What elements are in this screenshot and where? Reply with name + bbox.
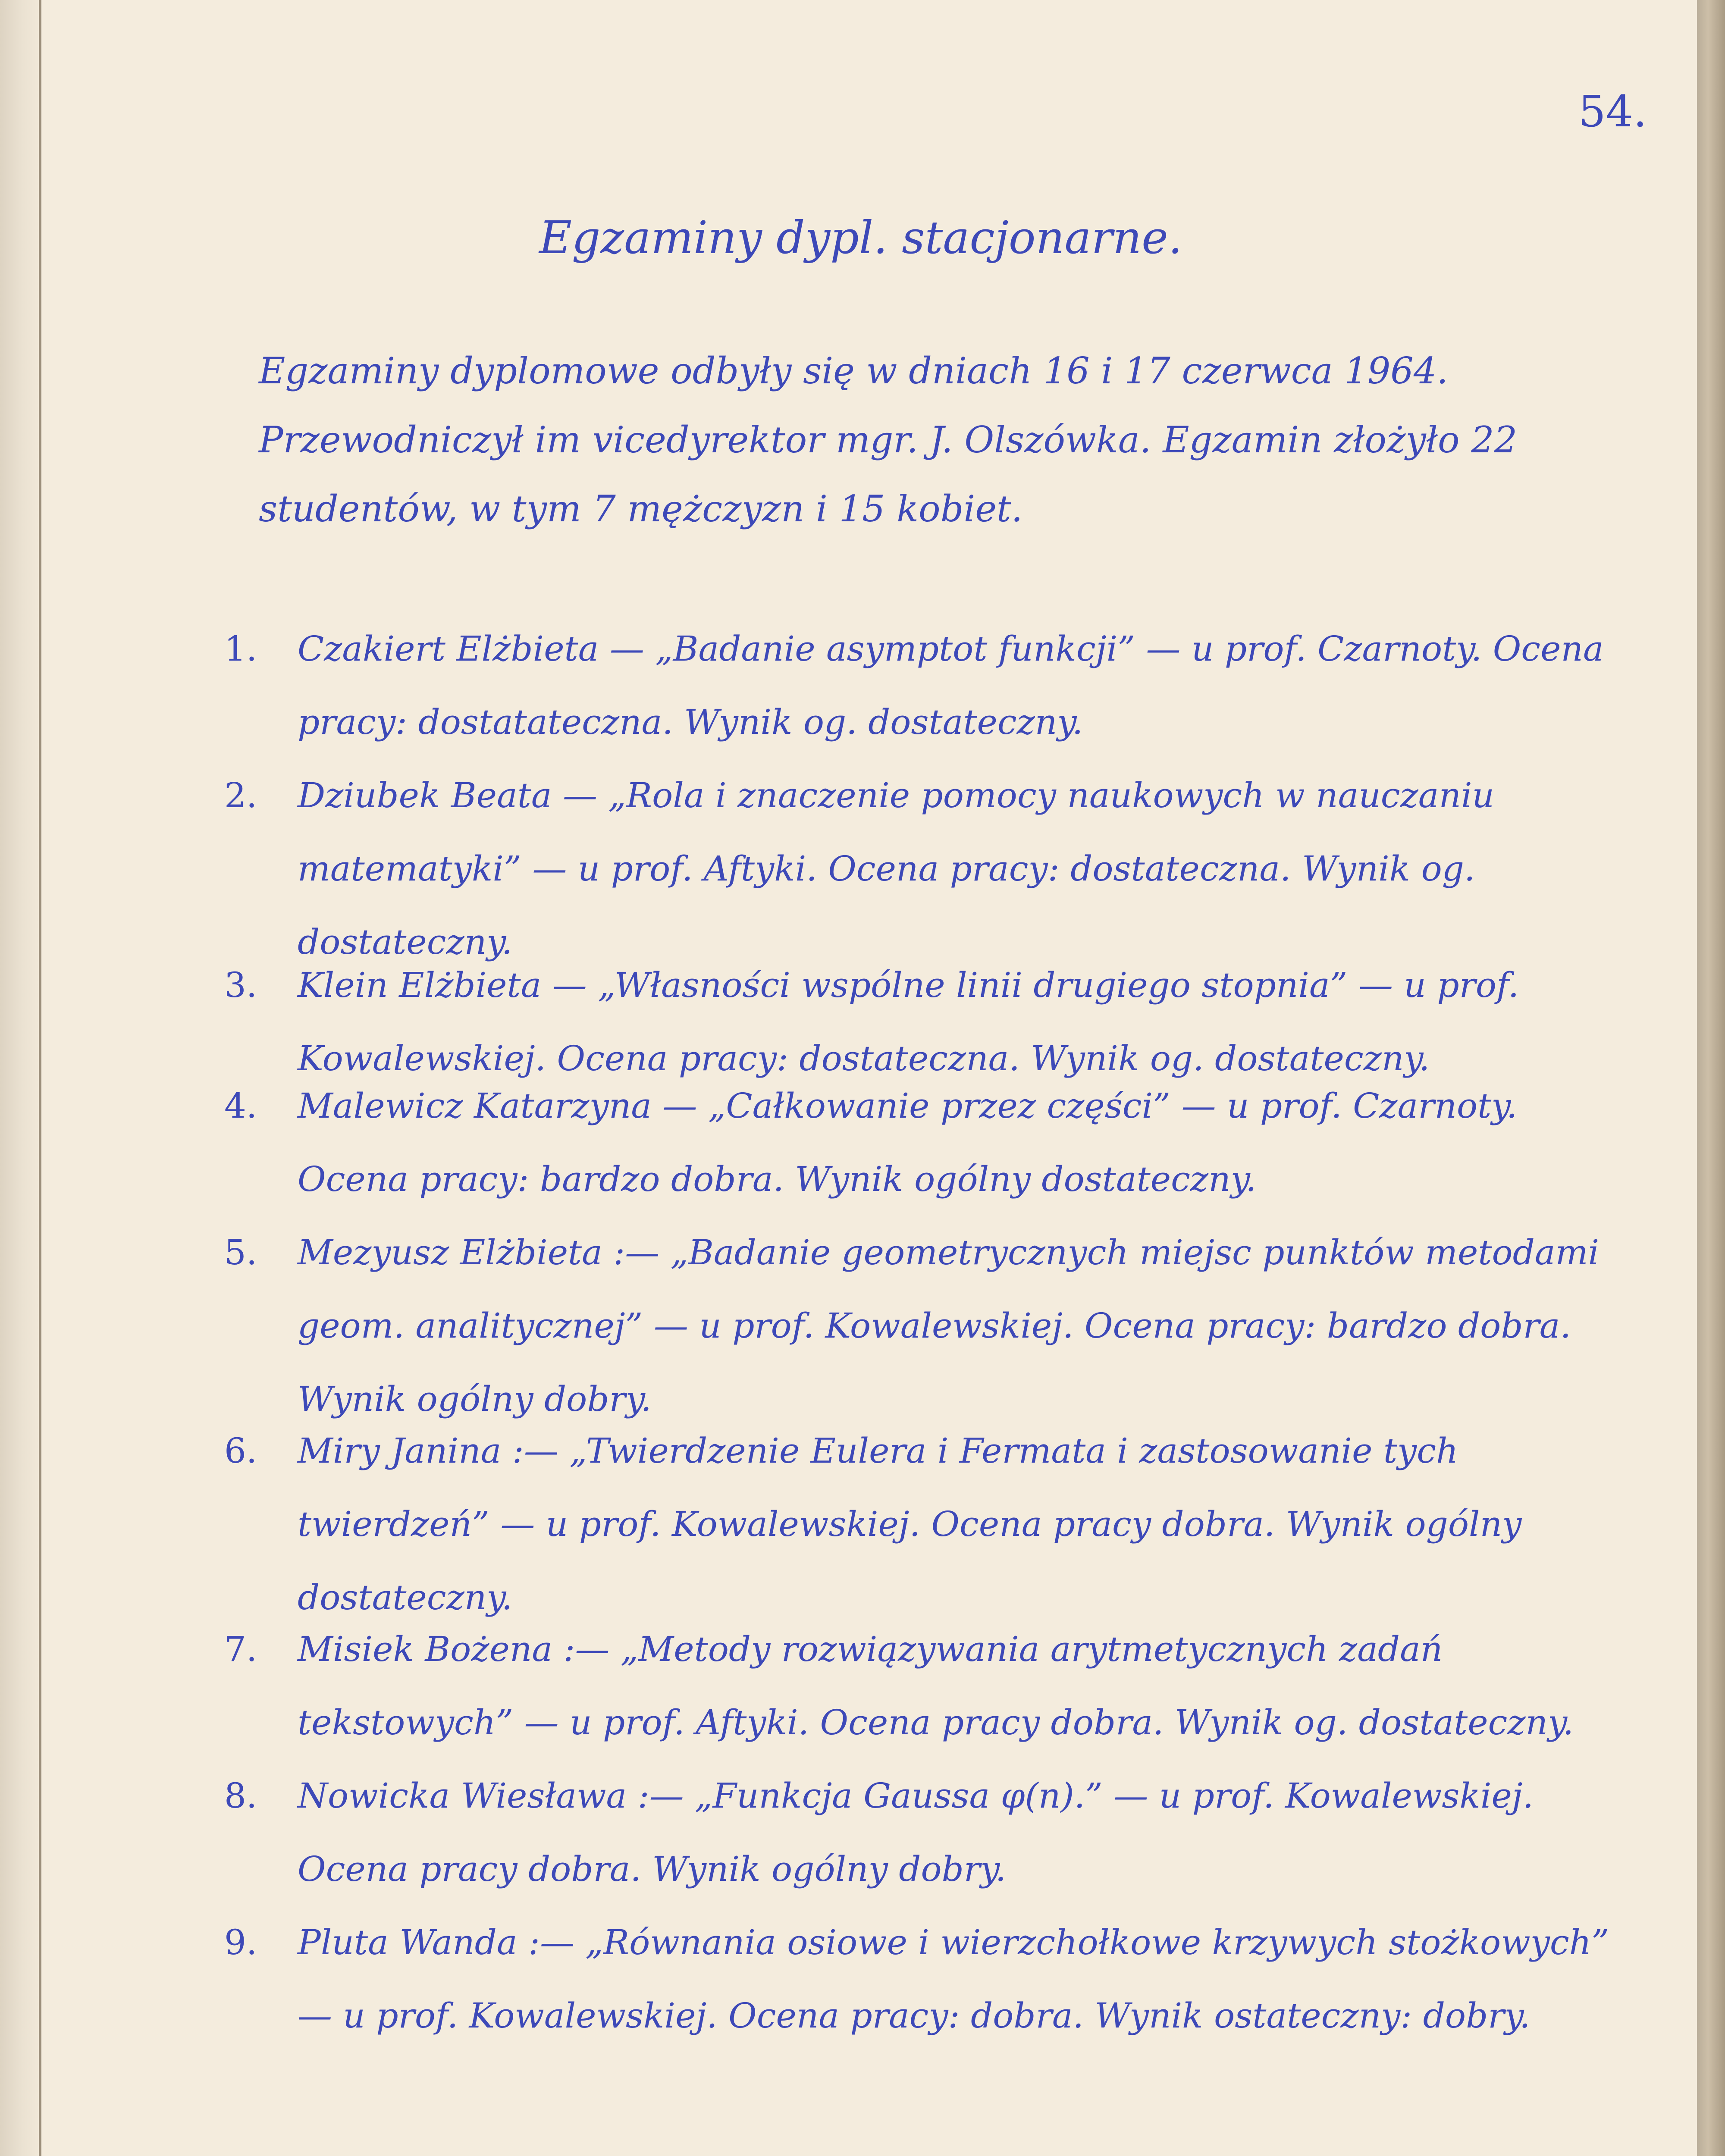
list-item-text: Malewicz Katarzyna — „Całkowanie przez części” — u prof. Czarnoty. Ocena pracy: bardzo dobra. Wynik ogólny dostateczny. bbox=[298, 1086, 1518, 1199]
list-item-text: Misiek Bożena :— „Metody rozwiązywania arytmetycznych zadań tekstowych” — u prof. Aftyki. Ocena pracy dobra. Wynik og. dostateczny. bbox=[298, 1629, 1574, 1742]
list-item-text: Miry Janina :— „Twierdzenie Eulera i Fermata i zastosowanie tych twierdzeń” — u prof. Kowalewskiej. Ocena pracy dobra. Wynik ogólny dostateczny. bbox=[298, 1431, 1522, 1617]
list-item-number: 2. bbox=[224, 775, 257, 815]
list-item-number: 1. bbox=[224, 629, 257, 669]
page-binding bbox=[0, 0, 39, 2156]
list-item-number: 4. bbox=[224, 1086, 257, 1126]
list-item-text: Czakiert Elżbieta — „Badanie asymptot funkcji” — u prof. Czarnoty. Ocena pracy: dostatateczna. Wynik og. dostateczny. bbox=[298, 629, 1604, 742]
list-item-text: Klein Elżbieta — „Własności wspólne linii drugiego stopnia” — u prof. Kowalewskiej. Ocena pracy: dostateczna. Wynik og. dostateczny. bbox=[298, 965, 1519, 1078]
list-item-number: 3. bbox=[224, 965, 257, 1005]
list-item-text: Dziubek Beata — „Rola i znaczenie pomocy naukowych w nauczaniu matematyki” — u prof. Aftyki. Ocena pracy: dostateczna. Wynik og. dostateczny. bbox=[298, 775, 1495, 962]
list-item-number: 5. bbox=[224, 1232, 257, 1272]
list-item-number: 7. bbox=[224, 1629, 257, 1669]
list-item-number: 8. bbox=[224, 1776, 257, 1816]
list-item-text: Mezyusz Elżbieta :— „Badanie geometrycznych miejsc punktów metodami geom. analitycznej” — u prof. Kowalewskiej. Ocena pracy: bardzo dobra. Wynik ogólny dobry. bbox=[298, 1232, 1600, 1419]
list-item-number: 6. bbox=[224, 1431, 257, 1471]
paper-right-edge bbox=[1697, 0, 1725, 2156]
binding-line bbox=[39, 0, 41, 2156]
list-item-text: Pluta Wanda :— „Równania osiowe i wierzchołkowe krzywych stożkowych” — u prof. Kowalewskiej. Ocena pracy: dobra. Wynik ostateczny: dobry. bbox=[298, 1922, 1609, 2036]
list-item-text: Nowicka Wiesława :— „Funkcja Gaussa φ(n).” — u prof. Kowalewskiej. Ocena pracy dobra. Wynik ogólny dobry. bbox=[298, 1776, 1534, 1889]
list-item-number: 9. bbox=[224, 1922, 257, 1962]
page-title: Egzaminy dypl. stacjonarne. bbox=[539, 211, 1182, 264]
intro-paragraph: Egzaminy dyplomowe odbyły się w dniach 16 i 17 czerwca 1964. Przewodniczył im vicedyrektor mgr. J. Olszówka. Egzamin złożyło 22 studentów, w tym 7 mężczyzn i 15 kobiet. bbox=[259, 350, 1518, 530]
page-number: 54. bbox=[1578, 86, 1647, 137]
